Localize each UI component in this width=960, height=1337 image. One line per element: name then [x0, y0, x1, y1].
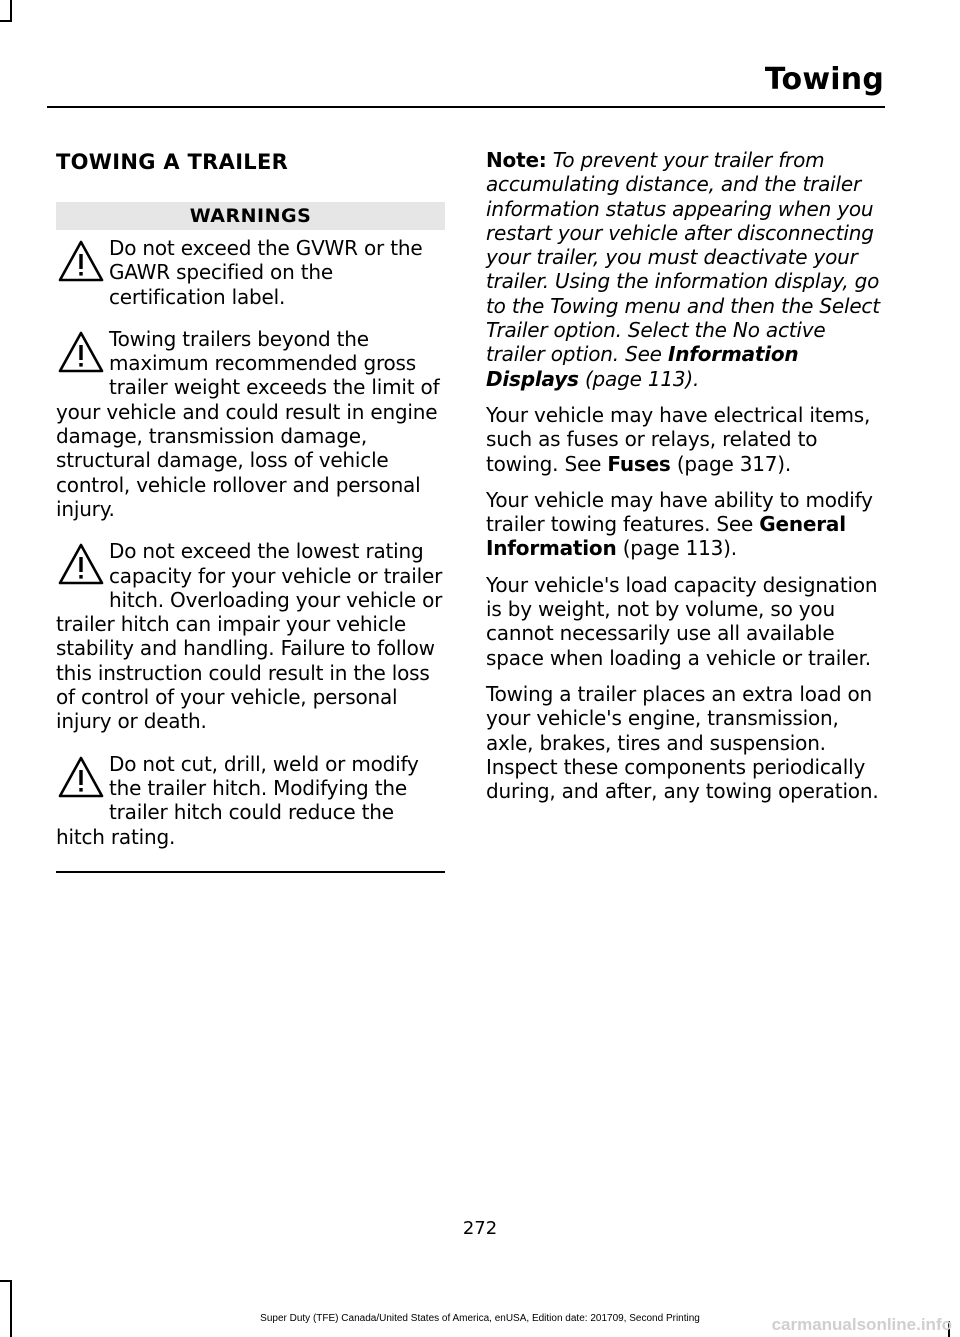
warning-triangle-icon	[56, 539, 106, 589]
warning-text: Do not exceed the GVWR or the GAWR specified on the certification label.	[109, 236, 423, 309]
crop-mark	[10, 0, 12, 22]
warnings-header: WARNINGS	[56, 202, 445, 230]
warning-triangle-icon	[56, 327, 106, 377]
warning-triangle-icon	[56, 752, 106, 802]
right-column	[486, 148, 880, 815]
warnings-bottom-rule	[56, 871, 445, 873]
header-rule	[47, 106, 885, 108]
warning-item	[56, 539, 445, 733]
modify-features-paragraph	[486, 488, 880, 561]
page-ref: (page 317).	[676, 451, 792, 476]
note-paragraph	[486, 148, 880, 391]
note-text: To prevent your trailer from accumulating distance, and the trailer information status appearing when you restart your vehicle after disconnecting your trailer, you must deactivate your trailer. Using the information display, go to the Towing menu and then the Select Trailer option. Select the No active trailer option. See	[486, 148, 880, 367]
watermark: carmanualsonline.info	[771, 1315, 952, 1334]
warning-text: Do not exceed the lowest rating capacity for your vehicle or trailer hitch. Overloading your vehicle or trailer hitch can impair your vehicle stability and handling. Failure to follow this instruction could result in the loss of control of your vehicle, personal injury or death.	[56, 539, 443, 734]
warning-text: Towing trailers beyond the maximum recommended gross trailer weight exceeds the limit of your vehicle and could result in engine damage, transmission damage, structural damage, loss of vehicle control, vehicle rollover and personal injury.	[56, 326, 440, 521]
paragraph-text: Your vehicle may have electrical items, such as fuses or relays, related to towing. See	[486, 402, 871, 476]
note-page-ref: (page 113).	[584, 366, 700, 391]
information-displays-link[interactable]: Information Displays	[486, 342, 799, 391]
general-information-link[interactable]: General Information	[486, 512, 846, 561]
warning-text: Do not cut, drill, weld or modify the trailer hitch. Modifying the trailer hitch could reduce the hitch rating.	[56, 751, 419, 849]
fuses-link[interactable]: Fuses	[607, 451, 671, 476]
page-number: 272	[462, 1218, 498, 1239]
fuses-paragraph	[486, 403, 880, 476]
crop-mark	[10, 1280, 12, 1337]
warning-triangle-icon	[56, 236, 106, 286]
footer-edition: Super Duty (TFE) Canada/United States of America, enUSA, Edition date: 201709, Second Printing	[260, 1313, 700, 1324]
section-title: TOWING A TRAILER	[56, 150, 289, 174]
load-capacity-paragraph: Your vehicle's load capacity designation is by weight, not by volume, so you cannot necessarily use all available space when loading a vehicle or trailer.	[486, 572, 878, 670]
warning-item	[56, 752, 445, 849]
crop-mark	[0, 20, 12, 22]
towing-load-paragraph: Towing a trailer places an extra load on your vehicle's engine, transmission, axle, brakes, tires and suspension. Inspect these components periodically during, and after, any towing operation.	[486, 681, 879, 804]
left-column	[56, 148, 445, 873]
warning-item	[56, 327, 445, 521]
warning-item	[56, 232, 445, 309]
page-ref: (page 113).	[622, 536, 737, 561]
note-label: Note:	[486, 148, 547, 172]
page-header-title: Towing	[764, 62, 884, 97]
crop-mark	[0, 1280, 12, 1282]
paragraph-text: Your vehicle may have ability to modify trailer towing features. See	[486, 487, 873, 537]
